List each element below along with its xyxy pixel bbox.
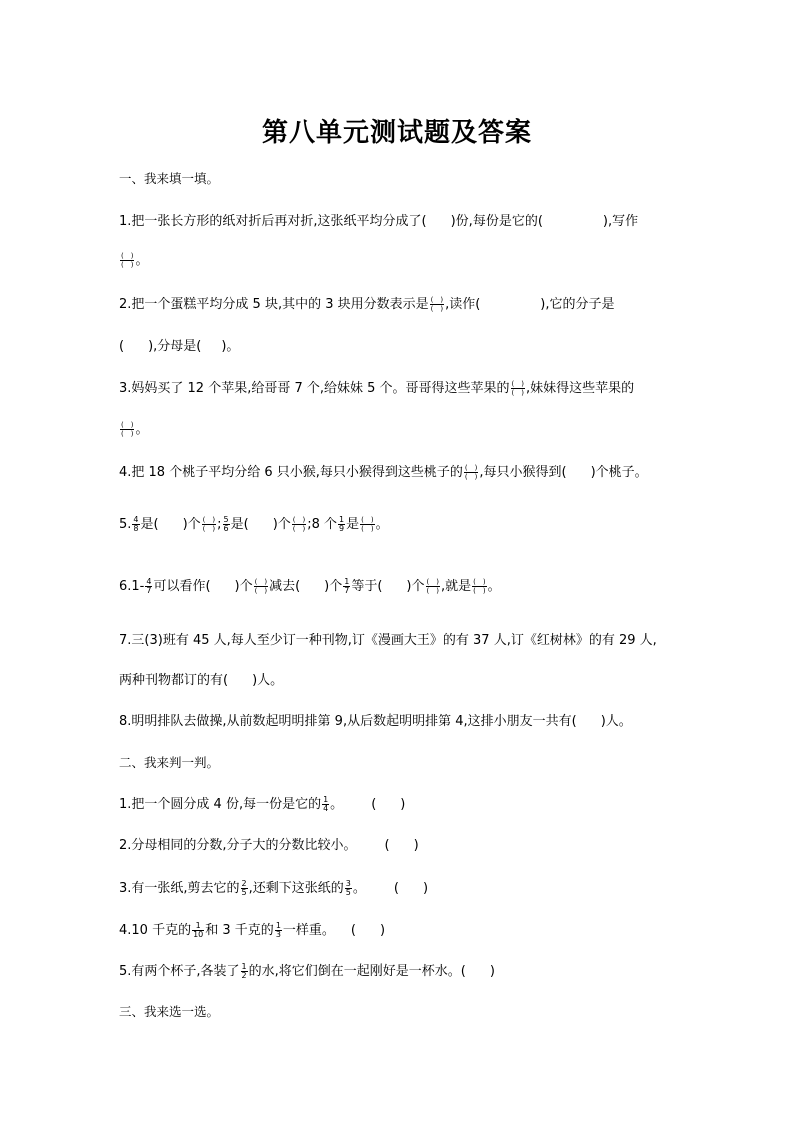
question-2-3: 3.有一张纸,剪去它的 $\frac{2}{5}$ ,还剩下这张纸的 $\frac{3}{5}$ 。 ( ) bbox=[119, 879, 429, 897]
fraction: $\frac{2}{5}$ bbox=[241, 879, 247, 897]
blank-fraction: $\frac{( )}{( )}$ bbox=[426, 578, 439, 595]
question-1-3: 3.妈妈买了 12 个苹果,给哥哥 7 个,给妹妹 5 个。哥哥得这些苹果的 $\frac{( )}{( )}$ ,妹妹得这些苹果的 bbox=[119, 380, 635, 397]
question-1-1-answer: $\frac{( )}{( )}$ 。 bbox=[121, 252, 149, 269]
page-title: 第八单元测试题及答案 bbox=[261, 118, 532, 148]
fraction: $\frac{1}{7}$ bbox=[344, 577, 350, 595]
question-1-1: 1.把一张长方形的纸对折后再对折,这张纸平均分成了( )份,每份是它的( ),写作 bbox=[119, 214, 639, 229]
blank-fraction: $\frac{( )}{( )}$ bbox=[121, 252, 134, 269]
question-1-8: 8.明明排队去做操,从前数起明明排第 9,从后数起明明排第 4,这排小朋友一共有( )人。 bbox=[119, 714, 632, 729]
fraction: $\frac{5}{6}$ bbox=[223, 515, 229, 533]
blank-fraction: $\frac{( )}{( )}$ bbox=[511, 380, 525, 397]
blank-fraction: $\frac{( )}{( )}$ bbox=[464, 464, 478, 481]
question-1-2: 2.把一个蛋糕平均分成 5 块,其中的 3 块用分数表示是 $\frac{( )}{( )}$ ,读作( ),它的分子是 bbox=[119, 296, 615, 313]
question-1-6: 6.1- $\frac{4}{7}$ 可以看作( )个 $\frac{( )}{( )}$ 减去( )个 $\frac{1}{7}$ 等于( )个 $\frac{( )}{( )}$ ,就是 $\frac{( )}{( )}$ 。 bbox=[119, 577, 501, 595]
question-2-4: 4.10 千克的 $\frac{1}{10}$ 和 3 千克的 $\frac{1}{3}$ 一样重。 ( ) bbox=[119, 921, 386, 939]
fraction: $\frac{3}{5}$ bbox=[345, 879, 351, 897]
question-1-7-cont: 两种刊物都订的有( )人。 bbox=[119, 673, 284, 688]
section-heading-judge: 二、我来判一判。 bbox=[119, 755, 220, 770]
question-1-3-cont: $\frac{( )}{( )}$ 。 bbox=[121, 421, 149, 438]
fraction: $\frac{1}{10}$ bbox=[193, 921, 204, 939]
question-2-5: 5.有两个杯子,各装了 $\frac{1}{2}$ 的水,将它们倒在一起刚好是一杯水。( ) bbox=[119, 962, 495, 980]
question-1-2-cont: ( ),分母是( )。 bbox=[119, 339, 240, 354]
blank-fraction: $\frac{( )}{( )}$ bbox=[292, 516, 306, 533]
question-2-2: 2.分母相同的分数,分子大的分数比较小。 ( ) bbox=[119, 838, 419, 853]
section-heading-fill: 一、我来填一填。 bbox=[119, 171, 220, 186]
fraction: $\frac{1}{4}$ bbox=[323, 795, 329, 813]
question-1-4: 4.把 18 个桃子平均分给 6 只小猴,每只小猴得到这些桃子的 $\frac{( )}{( )}$ ,每只小猴得到( )个桃子。 bbox=[119, 464, 648, 481]
fraction: $\frac{4}{8}$ bbox=[133, 515, 139, 533]
question-2-1: 1.把一个圆分成 4 份,每一份是它的 $\frac{1}{4}$ 。 ( ) bbox=[119, 795, 406, 813]
question-1-7: 7.三(3)班有 45 人,每人至少订一种刊物,订《漫画大王》的有 37 人,订《红树林》的有 29 人, bbox=[119, 633, 657, 648]
blank-fraction: $\frac{( )}{( )}$ bbox=[361, 516, 374, 533]
fraction: $\frac{1}{9}$ bbox=[339, 515, 345, 533]
blank-fraction: $\frac{( )}{( )}$ bbox=[202, 516, 216, 533]
blank-fraction: $\frac{( )}{( )}$ bbox=[254, 578, 268, 595]
question-1-5: 5. $\frac{4}{8}$ 是( )个 $\frac{( )}{( )}$ ; $\frac{5}{6}$ 是( )个 $\frac{( )}{( )}$ ;8 个 $\frac{1}{9}$ 是 $\frac{( )}{( )}$ 。 bbox=[119, 515, 389, 533]
blank-fraction: $\frac{( )}{( )}$ bbox=[430, 296, 444, 313]
blank-fraction: $\frac{( )}{( )}$ bbox=[121, 421, 134, 438]
fraction: $\frac{4}{7}$ bbox=[146, 577, 152, 595]
blank-fraction: $\frac{( )}{( )}$ bbox=[473, 578, 486, 595]
section-heading-choose: 三、我来选一选。 bbox=[119, 1004, 220, 1019]
fraction: $\frac{1}{2}$ bbox=[241, 962, 247, 980]
fraction: $\frac{1}{3}$ bbox=[275, 921, 281, 939]
